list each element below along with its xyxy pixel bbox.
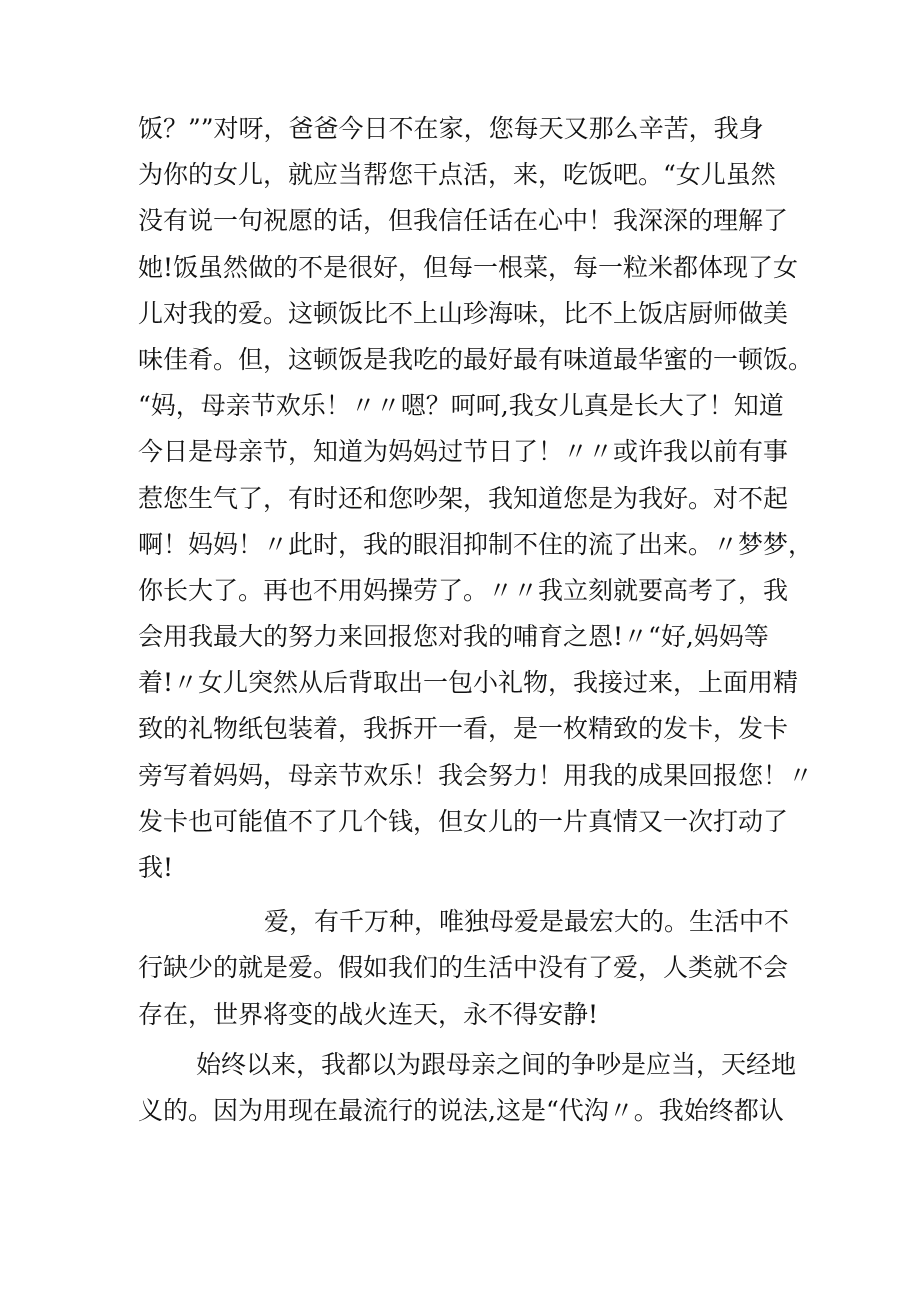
text-line: 义的。因为用现在最流行的说法,这是“代沟〃。我始终都认 bbox=[138, 1095, 784, 1125]
text-line: 啊！妈妈！〃此时，我的眼泪抑制不住的流了出来。〃梦梦， bbox=[138, 529, 814, 559]
paragraph-gap bbox=[138, 891, 788, 899]
text-line: 行缺少的就是爱。假如我们的生活中没有了爱，人类就不会 bbox=[138, 953, 789, 983]
text-line: 存在，世界将变的战火连天，永不得安静! bbox=[138, 999, 599, 1029]
text-line: 她!饭虽然做的不是很好，但每一根菜，每一粒米都体现了女 bbox=[138, 252, 799, 282]
text-line: 饭？””对呀，爸爸今日不在家，您每天又那么辛苦，我身 bbox=[138, 114, 764, 143]
text-line: 为你的女儿，就应当帮您干点活，来，吃饭吧。“女儿虽然 bbox=[138, 160, 776, 190]
text-line: 你长大了。再也不用妈操劳了。〃〃我立刻就要高考了，我 bbox=[138, 575, 789, 605]
text-line: 我! bbox=[138, 853, 174, 882]
text-line: “妈，母亲节欢乐！〃〃嗯？呵呵,我女儿真是长大了！知道 bbox=[138, 391, 784, 421]
text-line: 今日是母亲节，知道为妈妈过节日了！〃〃或许我以前有事 bbox=[138, 437, 789, 467]
text-line: 惹您生气了，有时还和您吵架，我知道您是为我好。对不起 bbox=[138, 483, 789, 513]
text-line: 儿对我的爱。这顿饭比不上山珍海味，比不上饭店厨师做美 bbox=[138, 298, 789, 328]
text-line: 旁写着妈妈，母亲节欢乐！我会努力！用我的成果回报您！〃 bbox=[138, 760, 814, 790]
text-line: 会用我最大的努力来回报您对我的哺育之恩!〃“好,妈妈等 bbox=[138, 622, 769, 652]
text-line: 始终以来，我都以为跟母亲之间的争吵是应当，天经地 bbox=[196, 1049, 797, 1079]
text-line: 发卡也可能值不了几个钱，但女儿的一片真情又一次打动了 bbox=[138, 806, 789, 836]
text-line: 没有说一句祝愿的话，但我信任话在心中！我深深的理解了 bbox=[138, 206, 789, 236]
text-line: 致的礼物纸包装着，我拆开一看，是一枚精致的发卡，发卡 bbox=[138, 714, 789, 744]
text-line: 着!〃女儿突然从后背取出一包小礼物，我接过来，上面用精 bbox=[138, 668, 799, 698]
text-line: 爱，有千万种，唯独母爱是最宏大的。生活中不 bbox=[264, 907, 790, 937]
document-body bbox=[138, 106, 814, 1134]
text-line: 味佳肴。但，这顿饭是我吃的最好最有味道最华蜜的一顿饭。 bbox=[138, 344, 814, 374]
